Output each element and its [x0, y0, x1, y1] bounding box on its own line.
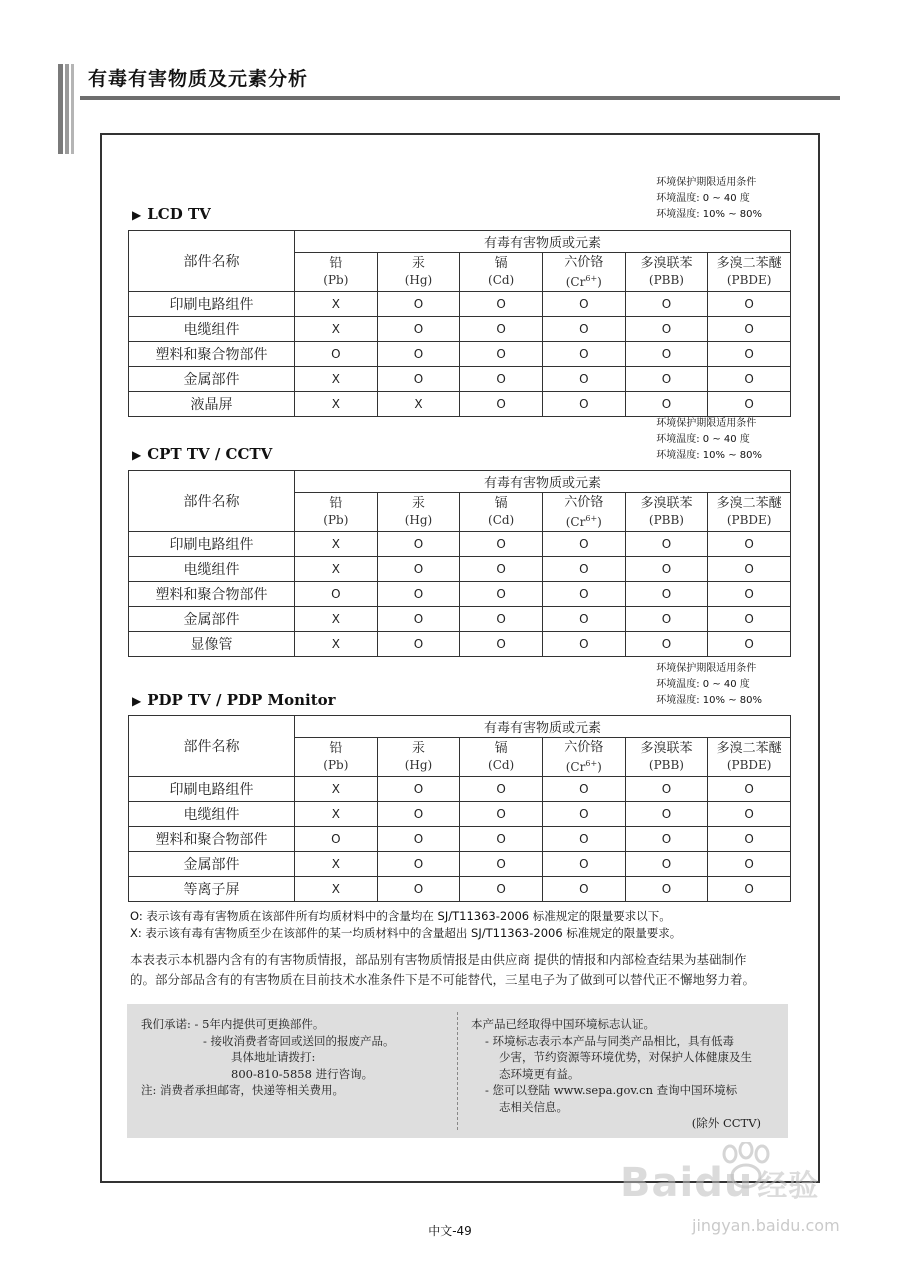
compliance-mark-cell: O [377, 802, 460, 827]
compliance-mark-cell: O [708, 292, 791, 317]
table-row [129, 877, 791, 902]
element-header: 多溴二苯醚 (PBDE) [708, 253, 791, 292]
compliance-mark-cell: O [295, 827, 378, 852]
compliance-mark-cell: O [460, 777, 543, 802]
element-header: 镉 (Cd) [460, 738, 543, 777]
compliance-mark-cell: O [708, 367, 791, 392]
compliance-mark-cell: O [625, 392, 708, 417]
element-header: 多溴联苯 (PBB) [625, 738, 708, 777]
compliance-mark-cell: O [542, 392, 625, 417]
part-name-cell: 塑料和聚合物部件 [129, 827, 295, 852]
compliance-mark-cell: O [542, 607, 625, 632]
compliance-mark-cell: O [708, 827, 791, 852]
element-header: 汞 (Hg) [377, 738, 460, 777]
compliance-mark-cell: O [625, 582, 708, 607]
commitment-column: 我们承诺: - 5年内提供可更换部件。 - 接收消费者寄回或送回的报废产品。 具体地址请拨打: 800-810-5858 进行咨询。 注: 消费者承担邮寄，快递等相关费用。 [141, 1017, 395, 1097]
compliance-mark-cell: O [460, 367, 543, 392]
part-name-cell: 金属部件 [129, 367, 295, 392]
compliance-mark-cell: O [625, 317, 708, 342]
table-row [129, 557, 791, 582]
triangle-right-icon: ▶ [132, 448, 142, 462]
triangle-right-icon: ▶ [132, 694, 142, 708]
compliance-mark-cell: O [708, 877, 791, 902]
compliance-mark-cell: O [460, 317, 543, 342]
substance-group-header: 有毒有害物质或元素 [295, 231, 791, 253]
compliance-mark-cell: O [377, 852, 460, 877]
table-row [129, 607, 791, 632]
compliance-mark-cell: O [460, 292, 543, 317]
element-header: 汞 (Hg) [377, 253, 460, 292]
element-header: 汞 (Hg) [377, 493, 460, 532]
element-header: 铅 (Pb) [295, 493, 378, 532]
element-header: 六价铬 $(Cr^{6+})$ [542, 253, 625, 292]
compliance-mark-cell: O [625, 827, 708, 852]
part-name-cell: 显像管 [129, 632, 295, 657]
substance-group-header: 有毒有害物质或元素 [295, 471, 791, 493]
part-name-cell: 印刷电路组件 [129, 777, 295, 802]
compliance-mark-cell: O [708, 317, 791, 342]
compliance-mark-cell: O [460, 852, 543, 877]
table-row [129, 532, 791, 557]
compliance-mark-cell: O [460, 802, 543, 827]
element-header: 多溴二苯醚 (PBDE) [708, 738, 791, 777]
compliance-mark-cell: O [542, 852, 625, 877]
compliance-mark-cell: O [295, 342, 378, 367]
element-header: 镉 (Cd) [460, 253, 543, 292]
part-name-header: 部件名称 [129, 471, 295, 532]
part-name-cell: 塑料和聚合物部件 [129, 582, 295, 607]
compliance-mark-cell: X [295, 292, 378, 317]
table-row [129, 632, 791, 657]
compliance-mark-cell: X [295, 317, 378, 342]
legend-x: X: 表示该有毒有害物质至少在该部件的某一均质材料中的含量超出 SJ/T11363-2006 标准规定的限量要求。 [130, 926, 682, 940]
compliance-mark-cell: O [377, 532, 460, 557]
compliance-mark-cell: X [295, 632, 378, 657]
compliance-mark-cell: O [377, 317, 460, 342]
compliance-mark-cell: X [295, 777, 378, 802]
page-number: 中文-49 [428, 1224, 472, 1238]
compliance-mark-cell: O [377, 827, 460, 852]
compliance-mark-cell: O [708, 342, 791, 367]
hazardous-substance-table [128, 470, 791, 657]
compliance-mark-cell: X [295, 557, 378, 582]
compliance-mark-cell: O [460, 392, 543, 417]
compliance-mark-cell: X [295, 367, 378, 392]
compliance-mark-cell: O [708, 777, 791, 802]
part-name-cell: 印刷电路组件 [129, 532, 295, 557]
env-conditions-note: 环境保护期限适用条件 环境温度: 0 ~ 40 度 环境湿度: 10% ~ 80% [656, 177, 762, 220]
table-header-row [129, 471, 791, 493]
compliance-mark-cell: O [708, 582, 791, 607]
table-row [129, 802, 791, 827]
element-header: 镉 (Cd) [460, 493, 543, 532]
section-heading: ▶ CPT TV / CCTV [132, 445, 273, 463]
section-heading: ▶ PDP TV / PDP Monitor [132, 691, 336, 709]
compliance-mark-cell: O [542, 802, 625, 827]
hazardous-substance-table [128, 715, 791, 902]
compliance-mark-cell: O [460, 557, 543, 582]
table-row [129, 317, 791, 342]
table-row [129, 342, 791, 367]
compliance-mark-cell: O [460, 342, 543, 367]
compliance-mark-cell: O [542, 632, 625, 657]
compliance-mark-cell: O [708, 392, 791, 417]
compliance-mark-cell: O [460, 877, 543, 902]
page-title: 有毒有害物质及元素分析 [88, 68, 309, 90]
compliance-mark-cell: O [625, 557, 708, 582]
table-row [129, 827, 791, 852]
header-decoration-bars [58, 64, 80, 154]
part-name-cell: 电缆组件 [129, 317, 295, 342]
compliance-mark-cell: O [542, 582, 625, 607]
element-header: 铅 (Pb) [295, 253, 378, 292]
compliance-mark-cell: X [295, 802, 378, 827]
compliance-mark-cell: O [542, 877, 625, 902]
element-header: 多溴联苯 (PBB) [625, 253, 708, 292]
compliance-mark-cell: O [625, 607, 708, 632]
compliance-mark-cell: O [542, 557, 625, 582]
section-heading: ▶ LCD TV [132, 205, 211, 223]
legend-o: O: 表示该有毒有害物质在该部件所有均质材料中的含量均在 SJ/T11363-2006 标准规定的限量要求以下。 [130, 909, 671, 923]
compliance-mark-cell: O [625, 852, 708, 877]
compliance-mark-cell: O [377, 367, 460, 392]
compliance-mark-cell: O [295, 582, 378, 607]
compliance-mark-cell: O [377, 632, 460, 657]
compliance-mark-cell: O [460, 827, 543, 852]
compliance-mark-cell: O [625, 532, 708, 557]
triangle-right-icon: ▶ [132, 208, 142, 222]
substance-group-header: 有毒有害物质或元素 [295, 716, 791, 738]
table-header-row [129, 231, 791, 253]
compliance-mark-cell: O [625, 342, 708, 367]
compliance-mark-cell: O [625, 777, 708, 802]
table-row [129, 367, 791, 392]
part-name-header: 部件名称 [129, 231, 295, 292]
hazardous-substance-table [128, 230, 791, 417]
part-name-cell: 金属部件 [129, 852, 295, 877]
compliance-mark-cell: O [625, 367, 708, 392]
table-row [129, 777, 791, 802]
part-name-cell: 金属部件 [129, 607, 295, 632]
element-header: 六价铬 $(Cr^{6+})$ [542, 493, 625, 532]
compliance-mark-cell: O [708, 557, 791, 582]
table-row [129, 392, 791, 417]
compliance-mark-cell: O [542, 777, 625, 802]
info-box [127, 1004, 788, 1138]
statement-paragraph: 本表表示本机器内含有的有害物质情报，部品别有害物质情报是由供应商 提供的情报和内部检查结果为基础制作 的。部分部品含有的有害物质在目前技术水准条件下是不可能替代，三星电子为了做到可以替代正不懈地努力着。 [130, 952, 756, 987]
compliance-mark-cell: O [542, 827, 625, 852]
table-row [129, 292, 791, 317]
compliance-mark-cell: O [460, 607, 543, 632]
compliance-mark-cell: O [625, 292, 708, 317]
compliance-mark-cell: O [625, 802, 708, 827]
compliance-mark-cell: O [460, 532, 543, 557]
compliance-mark-cell: O [377, 292, 460, 317]
compliance-mark-cell: O [377, 582, 460, 607]
element-header: 多溴二苯醚 (PBDE) [708, 493, 791, 532]
compliance-mark-cell: O [708, 852, 791, 877]
compliance-mark-cell: O [377, 557, 460, 582]
compliance-mark-cell: O [708, 632, 791, 657]
element-header: 多溴联苯 (PBB) [625, 493, 708, 532]
compliance-mark-cell: O [542, 317, 625, 342]
part-name-header: 部件名称 [129, 716, 295, 777]
title-underline [80, 96, 840, 100]
part-name-cell: 塑料和聚合物部件 [129, 342, 295, 367]
compliance-mark-cell: X [295, 607, 378, 632]
part-name-cell: 等离子屏 [129, 877, 295, 902]
compliance-mark-cell: O [625, 877, 708, 902]
divider [457, 1012, 458, 1130]
compliance-mark-cell: O [708, 607, 791, 632]
compliance-mark-cell: O [460, 632, 543, 657]
compliance-mark-cell: X [295, 392, 378, 417]
compliance-mark-cell: O [377, 342, 460, 367]
watermark-brand: Baidu 经验 [620, 1160, 820, 1206]
table-row [129, 852, 791, 877]
compliance-mark-cell: X [295, 852, 378, 877]
compliance-mark-cell: O [625, 632, 708, 657]
legend [130, 908, 681, 942]
compliance-mark-cell: X [295, 877, 378, 902]
watermark-url: jingyan.baidu.com [692, 1216, 840, 1235]
eco-label-column: 本产品已经取得中国环境标志认证。 - 环境标志表示本产品与同类产品相比，具有低毒 少害，节约资源等环境优势，对保护人体健康及生 态环境更有益。 - 您可以登陆 www.sepa.gov.cn 查询中国环境标 志相关信息。 (除外 CCTV) [471, 1017, 761, 1130]
env-conditions-note: 环境保护期限适用条件 环境温度: 0 ~ 40 度 环境湿度: 10% ~ 80% [656, 418, 762, 461]
compliance-mark-cell: O [708, 802, 791, 827]
baidu-jingyan-watermark [620, 1150, 860, 1260]
compliance-mark-cell: O [542, 532, 625, 557]
compliance-mark-cell: O [542, 367, 625, 392]
part-name-cell: 电缆组件 [129, 802, 295, 827]
element-header: 铅 (Pb) [295, 738, 378, 777]
compliance-mark-cell: O [460, 582, 543, 607]
part-name-cell: 液晶屏 [129, 392, 295, 417]
compliance-mark-cell: O [708, 532, 791, 557]
part-name-cell: 电缆组件 [129, 557, 295, 582]
compliance-mark-cell: O [377, 607, 460, 632]
compliance-mark-cell: O [542, 342, 625, 367]
compliance-mark-cell: O [377, 777, 460, 802]
table-row [129, 582, 791, 607]
env-conditions-note: 环境保护期限适用条件 环境温度: 0 ~ 40 度 环境湿度: 10% ~ 80% [656, 663, 762, 706]
compliance-mark-cell: X [377, 392, 460, 417]
table-header-row [129, 716, 791, 738]
compliance-mark-cell: O [377, 877, 460, 902]
compliance-mark-cell: X [295, 532, 378, 557]
part-name-cell: 印刷电路组件 [129, 292, 295, 317]
element-header: 六价铬 $(Cr^{6+})$ [542, 738, 625, 777]
compliance-mark-cell: O [542, 292, 625, 317]
